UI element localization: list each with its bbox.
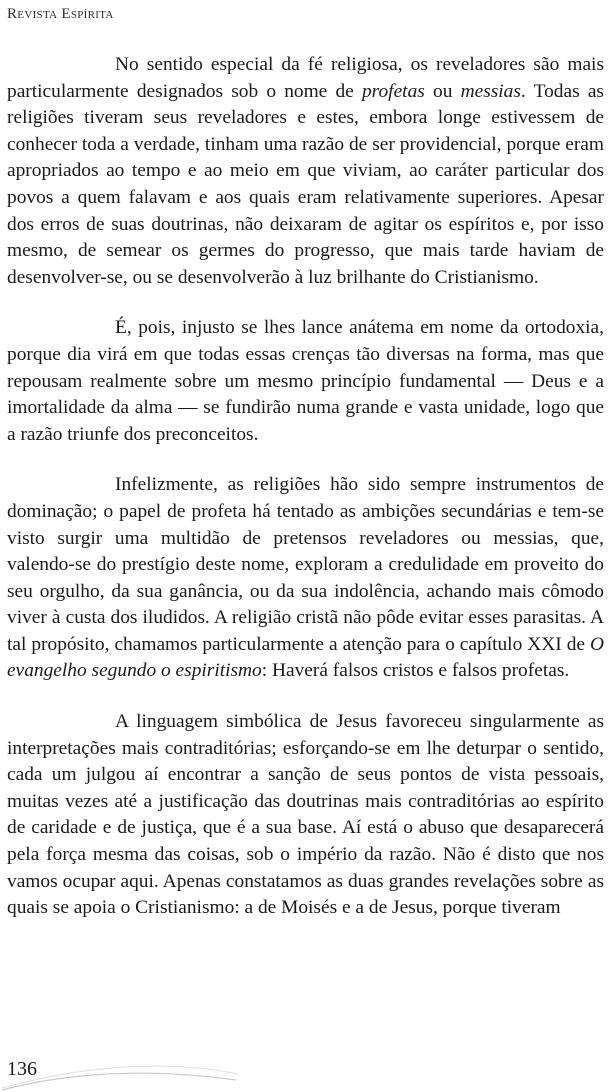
paragraph-1 (7, 52, 604, 291)
italic-book-title: O evangelho segundo o espiritismo (7, 633, 604, 682)
page-number: 136 (7, 1058, 37, 1080)
paragraph-3-text: Infelizmente, as religiões hão sido sempre instrumentos de dominação; o papel de profeta há tentado as ambições secundárias e tem-se visto surgir uma multidão de pretensos reveladores ou messias, que, valendo-se do prestígio deste nome, exploram a credulidade em proveito do seu orgulho, da sua ganância, ou da sua indolência, achando mais cômodo viver à custa dos iludidos. A religião cristã não pôde evitar esses parasitas. A tal propósito, chamamos particularmente a atenção para o capítulo XXI de (7, 474, 604, 655)
paragraph-1-text: ou (424, 80, 461, 102)
running-head: Revista Espírita (7, 6, 114, 22)
paragraph-3-text: : Haverá falsos cristos e falsos profetas. (261, 660, 570, 682)
paragraph-4 (7, 709, 604, 922)
italic-term-messias: messias (460, 80, 521, 102)
paragraph-4-text: A linguagem simbólica de Jesus favoreceu singularmente as interpretações mais contraditórias; esforçando-se em lhe deturpar o sentido, cada um julgou aí encontrar a sanção de seus pontos de vista pessoais, muitas vezes até a justificação das doutrinas mais contraditórias ao espírito de caridade e de justiça, que é a sua base. Aí está o abuso que desaparecerá pela força mesma das coisas, sob o império da razão. Não é disto que nos vamos ocupar aqui. Apenas constatamos as duas grandes revelações sobre as quais se apoia o Cristianismo: a de Moisés e a de Jesus, porque tiveram (7, 711, 604, 919)
italic-term-profetas: profetas (361, 80, 425, 102)
page-body (7, 52, 604, 946)
paragraph-1-text: . Todas as religiões tiveram seus reveladores e estes, embora longe estivessem de conhecer toda a verdade, tinham uma razão de ser providencial, porque eram apropriados ao tempo e ao meio em que viviam, ao caráter particular dos povos a quem falavam e aos quais eram relativamente superiores. Apesar dos erros de suas doutrinas, não deixaram de agitar os espíritos e, por isso mesmo, de semear os germes do progresso, que mais tarde haviam de desenvolver-se, ou se desenvolverão à luz brilhante do Cristianismo. (7, 80, 604, 288)
paragraph-3 (7, 472, 604, 685)
paragraph-1-text: No sentido especial da fé religiosa, os reveladores são mais particularmente designados sob o nome de (7, 54, 604, 102)
paragraph-2 (7, 315, 604, 448)
paragraph-2-text: É, pois, injusto se lhes lance anátema em nome da ortodoxia, porque dia virá em que todas essas crenças tão diversas na forma, mas que repousam realmente sobre um mesmo princípio fundamental — Deus e a imortalidade da alma — se fundirão numa grande e vasta unidade, logo que a razão triunfe dos preconceitos. (7, 317, 604, 445)
